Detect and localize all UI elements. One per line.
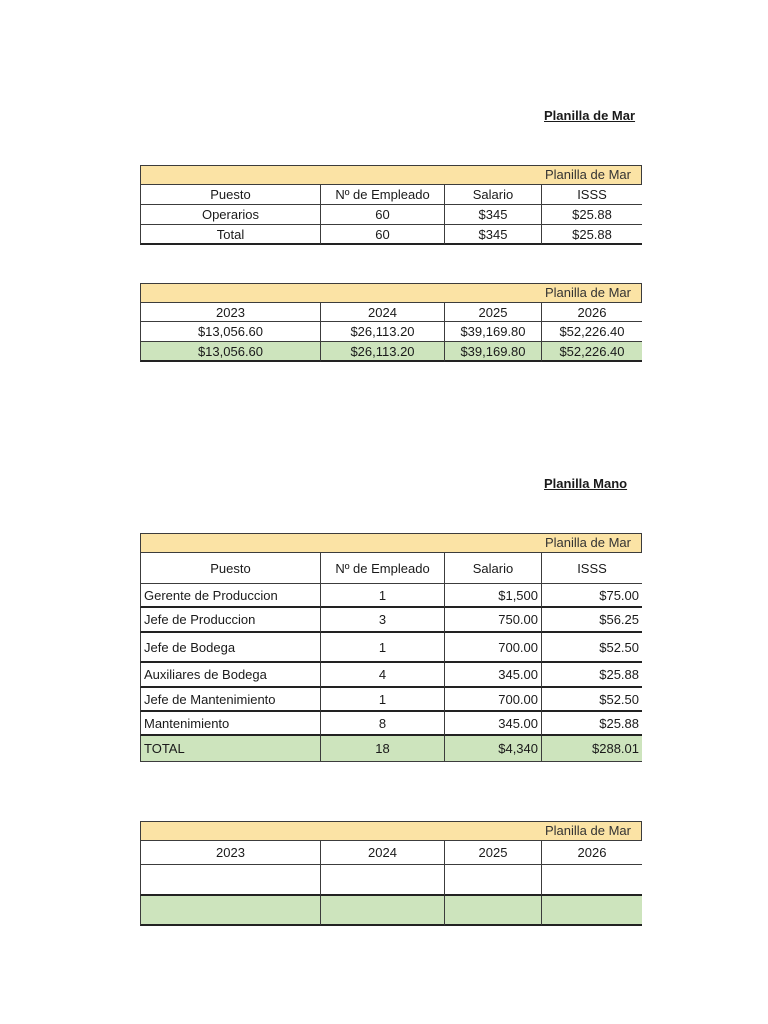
table-band [140,821,642,841]
total-cell: $4,340 [444,736,541,762]
table-cell: $25.88 [541,663,642,688]
year-header: 2026 [541,841,642,865]
table-cell: $52.50 [541,633,642,663]
total-cell [320,896,444,926]
table-cell: $25.88 [541,205,642,225]
table-cell: 60 [320,205,444,225]
section2-table1 [140,533,642,762]
section2-table2 [140,821,642,926]
table-cell [140,865,320,896]
table-cell: $75.00 [541,584,642,608]
year-header: 2023 [140,841,320,865]
table-cell: 750.00 [444,608,541,633]
table-cell: $25.88 [541,225,642,245]
section1-table1 [140,165,642,245]
header-salario: Salario [444,553,541,584]
table-cell: Mantenimiento [140,712,320,736]
total-cell: $39,169.80 [444,342,541,362]
header-puesto: Puesto [140,553,320,584]
header-isss: ISSS [541,185,642,205]
band-label: Planilla de Mar [545,167,631,182]
table-cell: 345.00 [444,663,541,688]
table-cell [320,865,444,896]
section2-title: Planilla Mano [544,476,628,491]
year-header: 2024 [320,841,444,865]
table-cell: $56.25 [541,608,642,633]
section1-title: Planilla de Mar [544,108,636,123]
table-cell: 1 [320,633,444,663]
table-cell: Jefe de Mantenimiento [140,688,320,712]
year-header: 2024 [320,303,444,322]
table-cell: $52,226.40 [541,322,642,342]
table-cell: Auxiliares de Bodega [140,663,320,688]
total-cell: $52,226.40 [541,342,642,362]
band-label: Planilla de Mar [545,823,631,838]
table-cell: 3 [320,608,444,633]
table-cell: 4 [320,663,444,688]
table-cell: $25.88 [541,712,642,736]
table-cell: Operarios [140,205,320,225]
total-cell [541,896,642,926]
table-cell: $345 [444,225,541,245]
total-cell: $13,056.60 [140,342,320,362]
header-empleado: Nº de Empleado [320,553,444,584]
table-cell: $52.50 [541,688,642,712]
table-cell: Total [140,225,320,245]
header-salario: Salario [444,185,541,205]
total-cell: TOTAL [140,736,320,762]
table-cell: 700.00 [444,688,541,712]
total-cell [444,896,541,926]
year-header: 2025 [444,303,541,322]
total-cell: $288.01 [541,736,642,762]
table-cell: 1 [320,688,444,712]
table-cell: 1 [320,584,444,608]
table-band [140,283,642,303]
table-cell: $1,500 [444,584,541,608]
total-cell: $26,113.20 [320,342,444,362]
total-cell [140,896,320,926]
table-cell: 700.00 [444,633,541,663]
total-cell: 18 [320,736,444,762]
table-band [140,533,642,553]
table-cell: $39,169.80 [444,322,541,342]
table-cell: 8 [320,712,444,736]
table-cell: 60 [320,225,444,245]
table-cell: Gerente de Produccion [140,584,320,608]
table-cell: Jefe de Produccion [140,608,320,633]
table-cell: 345.00 [444,712,541,736]
table-cell: $26,113.20 [320,322,444,342]
year-header: 2026 [541,303,642,322]
table-band [140,165,642,185]
table-cell: Jefe de Bodega [140,633,320,663]
year-header: 2025 [444,841,541,865]
table-cell: $13,056.60 [140,322,320,342]
header-puesto: Puesto [140,185,320,205]
table-cell: $345 [444,205,541,225]
band-label: Planilla de Mar [545,535,631,550]
table-cell [444,865,541,896]
band-label: Planilla de Mar [545,285,631,300]
year-header: 2023 [140,303,320,322]
section1-table2 [140,283,642,362]
table-cell [541,865,642,896]
header-empleado: Nº de Empleado [320,185,444,205]
header-isss: ISSS [541,553,642,584]
